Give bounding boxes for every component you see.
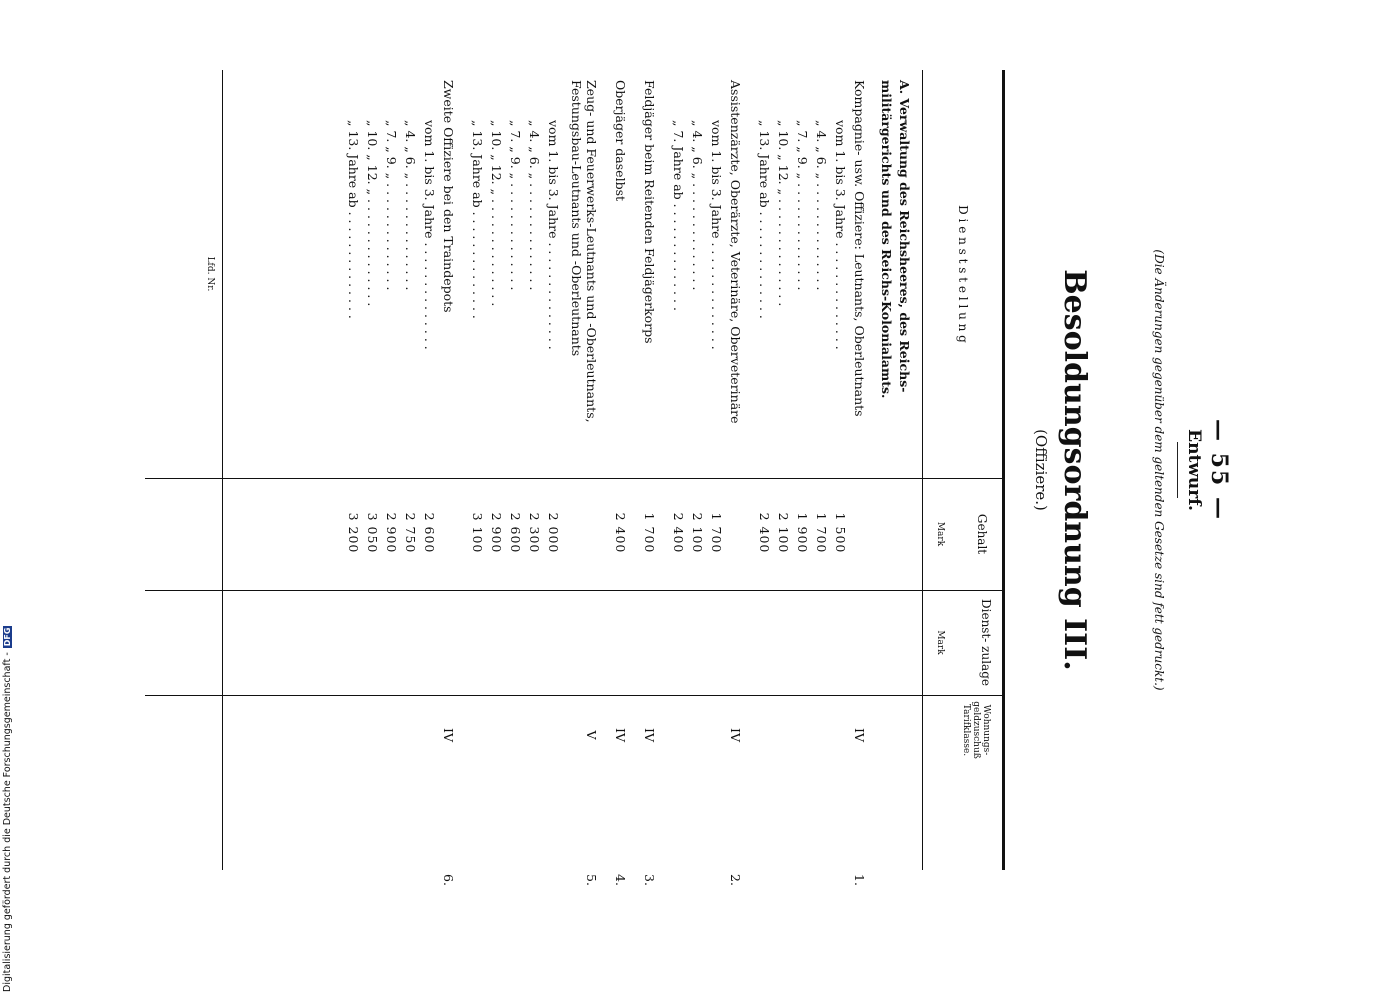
- sub-row-label: „ 4. „ 6. „ . . . . . . . . . . . . . .: [814, 120, 829, 291]
- sub-row-label: „ 10. „ 12. „ . . . . . . . . . . . . . .: [776, 120, 791, 307]
- sub-row-gehalt: 2 100: [690, 512, 705, 554]
- row-gehalt: 2 400: [613, 512, 628, 554]
- row-tarifklasse: IV: [441, 728, 456, 742]
- row-number: 3.: [642, 874, 657, 886]
- col-rule-2: [145, 590, 1005, 591]
- sub-row-gehalt: 3 100: [470, 512, 485, 554]
- sub-row-label: „ 10. „ 12. „ . . . . . . . . . . . . . .: [365, 120, 380, 307]
- section-heading: A. Verwaltung des Reichsheeres, des Reichs- militärgerichts und des Reichs-Kolonialamts.: [879, 80, 912, 399]
- col-dienstzulage-unit: Mark: [935, 630, 945, 655]
- sub-row-label: „ 4. „ 6. „ . . . . . . . . . . . . . .: [527, 120, 542, 291]
- sub-row-gehalt: 2 100: [776, 512, 791, 554]
- sub-row-gehalt: 2 400: [757, 512, 772, 554]
- col-rule-1: [145, 478, 1005, 479]
- sub-row-gehalt: 1 700: [709, 512, 724, 554]
- col-rule-3: [145, 695, 1005, 696]
- col-gehalt: Gehalt: [975, 513, 989, 555]
- col-lfd: Lfd. Nr.: [205, 256, 215, 292]
- lfd-rule: [222, 70, 223, 870]
- draft-label: Entwurf.: [1184, 429, 1204, 511]
- sub-row-gehalt: 2 400: [671, 512, 686, 554]
- sub-row-gehalt: 3 200: [346, 512, 361, 554]
- row-label: Zweite Offiziere bei den Traindepots: [441, 80, 456, 313]
- row-tarifklasse: IV: [728, 728, 743, 742]
- sub-row-gehalt: 2 900: [384, 512, 399, 554]
- sub-row-label: „ 13. Jahre ab . . . . . . . . . . . . . .: [470, 120, 485, 319]
- sub-row-label: „ 13. Jahre ab . . . . . . . . . . . . . .: [757, 120, 772, 319]
- sub-row-label: „ 7. Jahre ab . . . . . . . . . . . . . .: [671, 120, 686, 311]
- sub-row-gehalt: 2 900: [489, 512, 504, 554]
- changes-note: (Die Änderungen gegenüber dem geltenden Gesetze sind fett gedruckt.): [1152, 249, 1166, 691]
- sub-row-label: „ 7. „ 9. „ . . . . . . . . . . . . . .: [508, 120, 523, 291]
- col-dienststellung: D i e n s t s t e l l u n g: [956, 205, 970, 343]
- row-label: Zeug- und Feuerwerks-Leutnants und -Oberleutnants, Festungsbau-Leutnants und -Oberleutnants: [569, 80, 599, 423]
- sub-row-gehalt: 1 900: [795, 512, 810, 554]
- header-rule: [922, 70, 923, 870]
- sub-row-label: vom 1. bis 3. Jahre . . . . . . . . . . . . . .: [422, 120, 437, 350]
- row-gehalt: 1 700: [642, 512, 657, 554]
- sub-row-label: „ 10. „ 12. „ . . . . . . . . . . . . . .: [489, 120, 504, 307]
- row-tarifklasse: IV: [852, 728, 867, 742]
- row-number: 1.: [852, 874, 867, 886]
- sub-row-gehalt: 2 600: [508, 512, 523, 554]
- rotated-page: [180, 70, 1250, 886]
- page-title: Besoldungsordnung III.: [1057, 269, 1092, 671]
- sub-row-label: vom 1. bis 3. Jahre . . . . . . . . . . . . . .: [546, 120, 561, 350]
- sub-row-label: „ 7. „ 9. „ . . . . . . . . . . . . . .: [795, 120, 810, 291]
- col-dienstzulage: Dienst- zulage: [979, 599, 993, 686]
- row-number: 5.: [584, 874, 599, 886]
- sub-row-gehalt: 2 750: [403, 512, 418, 554]
- row-number: 4.: [613, 874, 628, 886]
- page-subtitle: (Offiziere.): [1032, 429, 1050, 511]
- sub-row-label: „ 7. „ 9. „ . . . . . . . . . . . . . .: [384, 120, 399, 291]
- sub-row-label: vom 1. bis 3. Jahre . . . . . . . . . . . . . .: [709, 120, 724, 350]
- row-label: Oberjäger daselbst: [613, 80, 628, 202]
- row-tarifklasse: V: [584, 730, 599, 740]
- sub-row-gehalt: 2 600: [422, 512, 437, 554]
- row-label: Kompagnie- usw. Offiziere: Leutnants, Oberleutnants: [852, 80, 867, 417]
- row-label: Feldjäger beim Reitenden Feldjägerkorps: [642, 80, 657, 344]
- sub-row-label: „ 4. „ 6. „ . . . . . . . . . . . . . .: [690, 120, 705, 291]
- row-tarifklasse: IV: [642, 728, 657, 742]
- sub-row-gehalt: 2 000: [546, 512, 561, 554]
- row-number: 2.: [728, 874, 743, 886]
- row-tarifklasse: IV: [613, 728, 628, 742]
- dfg-logo: DFG: [3, 627, 12, 647]
- salary-table: [205, 70, 1005, 886]
- col-gehalt-unit: Mark: [935, 521, 945, 547]
- sub-row-label: „ 4. „ 6. „ . . . . . . . . . . . . . .: [403, 120, 418, 291]
- page-number: — 55 —: [1206, 419, 1232, 521]
- col-wohnung: Wohnungs- geldzuschuß Tarifklasse.: [961, 701, 991, 759]
- sidebar-credit-text: Digitalisierung gefördert durch die Deutsche Forschungsgemeinschaft -: [2, 652, 13, 992]
- sub-row-gehalt: 1 500: [833, 512, 848, 554]
- row-number: 6.: [441, 874, 456, 886]
- sub-row-gehalt: 1 700: [814, 512, 829, 554]
- sub-row-label: vom 1. bis 3. Jahre . . . . . . . . . . . . . .: [833, 120, 848, 350]
- sub-row-gehalt: 3 050: [365, 512, 380, 554]
- row-label: Assistenzärzte, Oberärzte, Veterinäre, Oberveterinäre: [728, 80, 743, 424]
- sub-row-gehalt: 2 300: [527, 512, 542, 554]
- draft-underline: [1177, 442, 1178, 498]
- sidebar-credit: [2, 626, 13, 992]
- table-top-rule: [1002, 70, 1005, 870]
- sub-row-label: „ 13. Jahre ab . . . . . . . . . . . . . .: [346, 120, 361, 319]
